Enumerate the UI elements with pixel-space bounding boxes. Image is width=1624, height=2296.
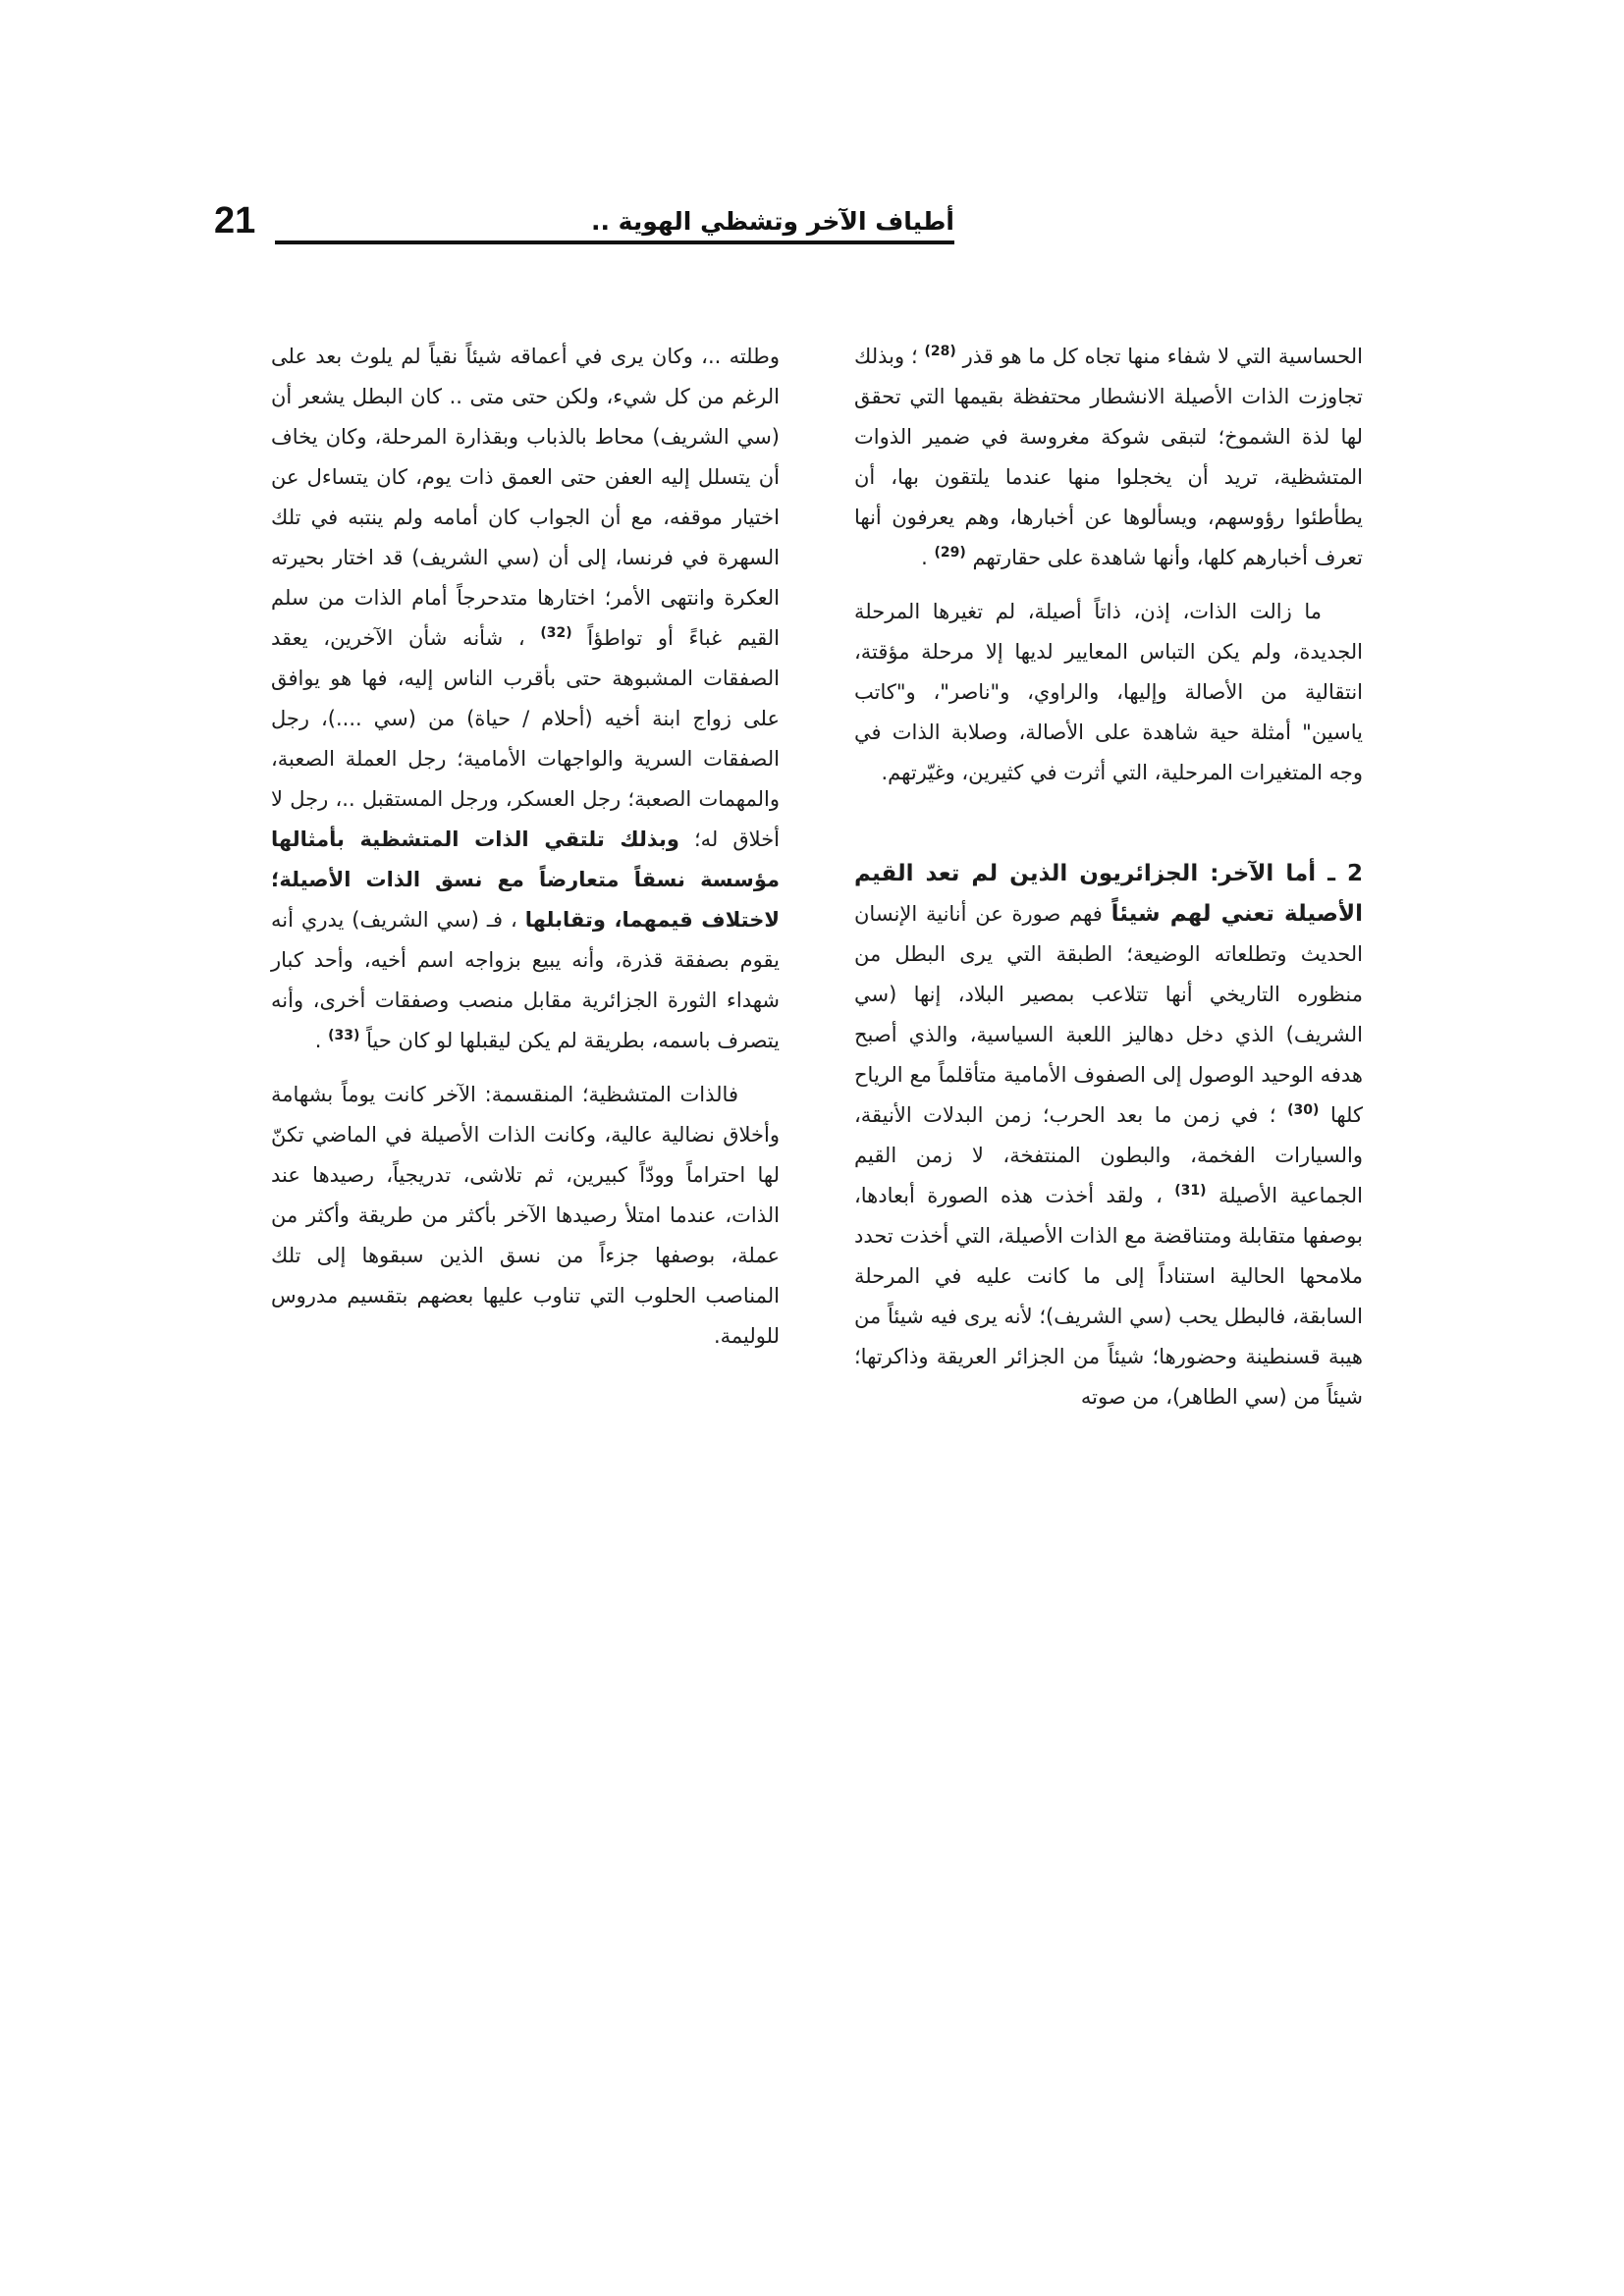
text-run: . — [921, 546, 928, 569]
left-column — [271, 337, 780, 1357]
paragraph: ما زالت الذات، إذن، ذاتاً أصيلة، لم تغيرها المرحلة الجديدة، ولم يكن التباس المعايير لديها إلا مرحلة مؤقتة، انتقالية من الأصالة وإليها، والراوي، و"ناصر"، و"كاتب ياسين" أمثلة حية شاهدة على الأصالة، وصلابة الذات في وجه المتغيرات المرحلية، التي أثرت في كثيرين، وغيّرتهم. — [854, 600, 1363, 784]
text-run: وطلته ..، وكان يرى في أعماقه شيئاً نقياً لم يلوث بعد على الرغم من كل شيء، ولكن حتى متى .. كان البطل يشعر أن (سي الشريف) محاط بالذباب وبقذارة المرحلة، وكان يخاف أن يتسلل إليه العفن حتى العمق ذات يوم، كان يتساءل عن اختيار موقفه، مع أن الجواب كان أمامه ولم ينتبه في تلك السهرة في فرنسا، إلى أن (سي الشريف) قد اختار بحيرته العكرة وانتهى الأمر؛ اختارها متدحرجاً أمام الذات من سلم القيم غباءً أو تواطؤاً — [271, 345, 780, 650]
text-run: ؛ في زمن ما بعد الحرب؛ زمن البدلات الأنيقة، والسيارات الفخمة، والبطون المنتفخة، لا زمن القيم الجماعية الأصيلة — [854, 1103, 1363, 1207]
paragraph: فالذات المتشظية؛ المنقسمة: الآخر كانت يوماً بشهامة وأخلاق نضالية عالية، وكانت الذات الأصيلة في الماضي تكنّ لها احتراماً وودّاً كبيرين، ثم تلاشى، تدريجياً، رصيدها عند الذات، عندما امتلأ رصيدها الآخر بأكثر من طريقة وأكثر من عملة، بوصفها جزءاً من نسق الذين سبقوها إلى تلك المناصب الحلوب التي تناوب عليها بعضهم بتقسيم مدروس للوليمة. — [271, 1083, 780, 1348]
footnote-ref[interactable]: (28) — [924, 344, 956, 359]
header-rule — [275, 240, 954, 244]
paragraph — [854, 337, 1363, 578]
text-run: الحساسية التي لا شفاء منها تجاه كل ما هو قذر — [962, 345, 1363, 368]
footnote-ref[interactable]: (29) — [934, 545, 966, 561]
footnote-ref[interactable]: (33) — [328, 1028, 360, 1043]
page-header — [214, 201, 1365, 248]
footnote-ref[interactable]: (30) — [1287, 1102, 1320, 1118]
paragraph — [271, 337, 780, 1061]
bold-text: وبذلك تلتقي الذات المتشظية بأمثالها مؤسسة نسقاً متعارضاً مع نسق الذات الأصيلة؛ لاختلاف قيمهما، وتقابلها — [271, 828, 780, 932]
section-paragraph — [854, 854, 1363, 1417]
text-run: ، فـ (سي الشريف) يدري أنه يقوم بصفقة قذرة، وأنه يبيع بزواجه اسم أخيه، وأحد كبار شهداء الثورة الجزائرية مقابل منصب وصفقات أخرى، وأنه يتصرف باسمه، بطريقة لم يكن ليقبلها لو كان حياً — [271, 908, 780, 1052]
text-run: ، ولقد أخذت هذه الصورة أبعادها، بوصفها متقابلة ومتناقضة مع الذات الأصيلة، التي أخذت تحدد ملامحها الحالية استناداً إلى ما كانت عليه في المرحلة السابقة، فالبطل يحب (سي الشريف)؛ لأنه يرى فيه شيئاً من هيبة قسنطينة وحضورها؛ شيئاً من الجزائر العريقة وذاكرتها؛ شيئاً من (سي الطاهر)، من صوته — [854, 1184, 1363, 1409]
running-title: أطياف الآخر وتشظي الهوية .. — [590, 207, 954, 236]
section-heading: 2 ـ أما الآخر: الجزائريون الذين لم تعد القيم الأصيلة تعني لهم شيئاً — [854, 861, 1363, 927]
text-run: . — [314, 1029, 322, 1052]
footnote-ref[interactable]: (31) — [1174, 1183, 1207, 1199]
text-run: ، شأنه شأن الآخرين، يعقد الصفقات المشبوهة حتى بأقرب الناس إليه، فها هو يوافق على زواج ابنة أخيه (أحلام / حياة) من (سي ....)، رجل الصفقات السرية والواجهات الأمامية؛ رجل العملة الصعبة، والمهمات الصعبة؛ رجل العسكر، ورجل المستقبل ..، رجل لا أخلاق له؛ — [271, 626, 781, 851]
right-column — [854, 337, 1363, 1417]
text-run: ؛ وبذلك تجاوزت الذات الأصيلة الانشطار محتفظة بقيمها التي تحقق لها لذة الشموخ؛ لتبقى شوكة مغروسة في ضمير الذوات المتشظية، تريد أن يخجلوا منها عندما يلتقون بها، أن يطأطئوا رؤوسهم، ويسألوها عن أخبارها، وهم يعرفون أنها تعرف أخبارهم كلها، وأنها شاهدة على حقارتهم — [854, 345, 1363, 569]
footnote-ref[interactable]: (32) — [540, 625, 572, 641]
text-run: فهم صورة عن أنانية الإنسان الحديث وتطلعاته الوضيعة؛ الطبقة التي يرى البطل من منظوره التاريخي أنها تتلاعب بمصير البلاد، إنها (سي الشريف) الذي دخل دهاليز اللعبة السياسية، والذي أصبح هدفه الوحيد الوصول إلى الصفوف الأمامية متأقلماً مع الرياح كلها — [854, 902, 1363, 1127]
page-number: 21 — [214, 200, 256, 241]
